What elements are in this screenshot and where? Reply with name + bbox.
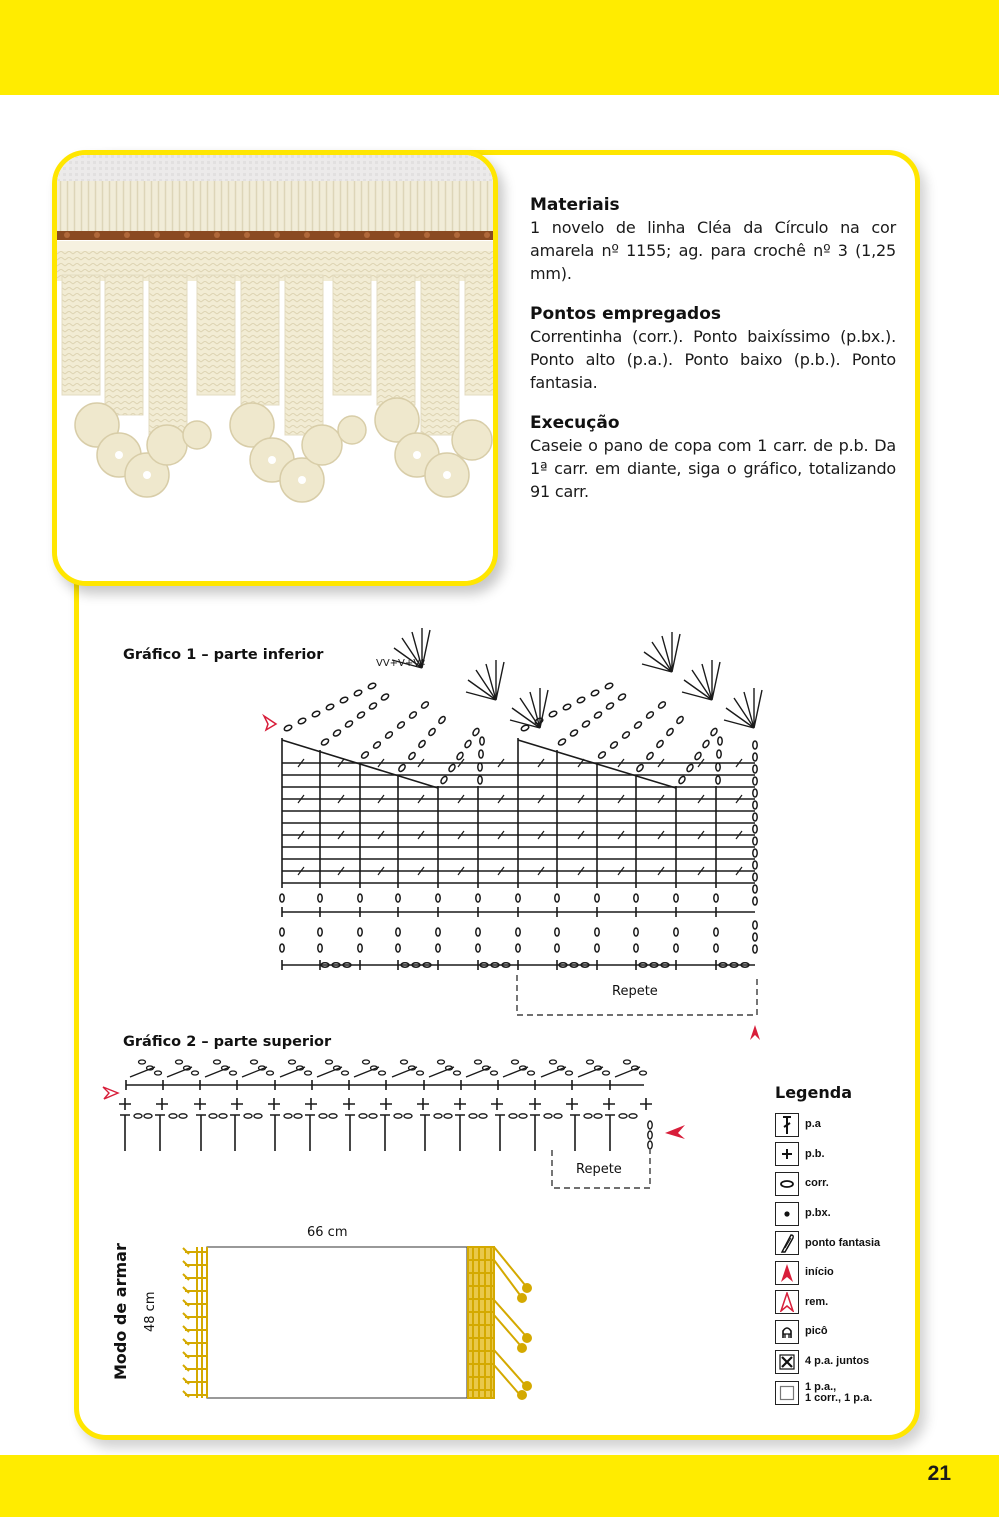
p-a-stitch-icon [775, 1113, 799, 1137]
width-dimension: 66 cm [307, 1225, 348, 1240]
pontos-title: Pontos empregados [530, 304, 722, 324]
top-yellow-band [0, 0, 999, 95]
legend-item: p.b. [775, 1140, 915, 1170]
finish-arrow-icon [264, 716, 276, 730]
legend-item: início [775, 1258, 915, 1288]
execucao-body: Caseie o pano de copa com 1 carr. de p.b. Da 1ª carr. em diante, siga o gráfico, totalizando 91 carr. [530, 436, 896, 501]
finish-arrow-icon [103, 1087, 118, 1099]
start-arrow-icon [665, 1125, 685, 1139]
legend-item: picô [775, 1317, 915, 1347]
grafico2-title: Gráfico 2 – parte superior [123, 1034, 332, 1050]
fan-clusters [376, 628, 762, 728]
legend-item: ponto fantasia [775, 1228, 915, 1258]
legend-title: Legenda [775, 1083, 852, 1102]
picot-icon [775, 1320, 799, 1344]
legend-item: corr. [775, 1169, 915, 1199]
grafico1-diagram [250, 620, 770, 1040]
grafico1-title: Gráfico 1 – parte inferior [123, 647, 324, 663]
finish-arrow-icon [775, 1290, 799, 1314]
legend-item: 4 p.a. juntos [775, 1347, 915, 1377]
execucao-title: Execução [530, 413, 620, 433]
start-arrow-icon [775, 1261, 799, 1285]
materiais-title: Materiais [530, 195, 620, 215]
instructions-column [530, 194, 896, 521]
picot-row [130, 1060, 647, 1077]
grafico2-repeat-label: Repete [576, 1162, 622, 1177]
height-dimension: 48 cm [143, 1291, 158, 1332]
dc-ch-dc-icon [775, 1381, 799, 1405]
legend-item: p.a [775, 1110, 915, 1140]
crochet-edging-image [57, 155, 493, 581]
legend-item: p.bx. [775, 1199, 915, 1229]
start-arrow-icon [750, 1025, 760, 1040]
page-number: 21 [927, 1462, 951, 1485]
materiais-body: 1 novelo de linha Cléa da Círculo na cor amarela nº 1155; ag. para crochê nº 3 (1,25 mm). [530, 218, 896, 283]
legend [775, 1083, 915, 1410]
fancy-stitch-icon [775, 1231, 799, 1255]
chain-arcs [283, 682, 722, 785]
photo-card [52, 150, 498, 586]
bottom-yellow-band [0, 1455, 999, 1517]
chain-stitch-icon [775, 1172, 799, 1196]
four-dc-together-icon [775, 1350, 799, 1374]
legend-item: 1 p.a., 1 corr., 1 p.a. [775, 1376, 915, 1410]
legend-item: rem. [775, 1288, 915, 1318]
grafico1-repeat-label: Repete [612, 984, 658, 999]
assembly-diagram [175, 1240, 545, 1405]
svg-text:VV+V+V‡: VV+V+V‡ [376, 658, 426, 669]
crochet-photo [57, 155, 493, 581]
pontos-body: Correntinha (corr.). Ponto baixíssimo (p.bx.). Ponto alto (p.a.). Ponto baixo (p.b.). Ponto fantasia. [530, 327, 896, 392]
slip-stitch-icon [775, 1202, 799, 1226]
p-b-stitch-icon [775, 1142, 799, 1166]
modo-de-armar-title: Modo de armar [111, 1243, 130, 1380]
